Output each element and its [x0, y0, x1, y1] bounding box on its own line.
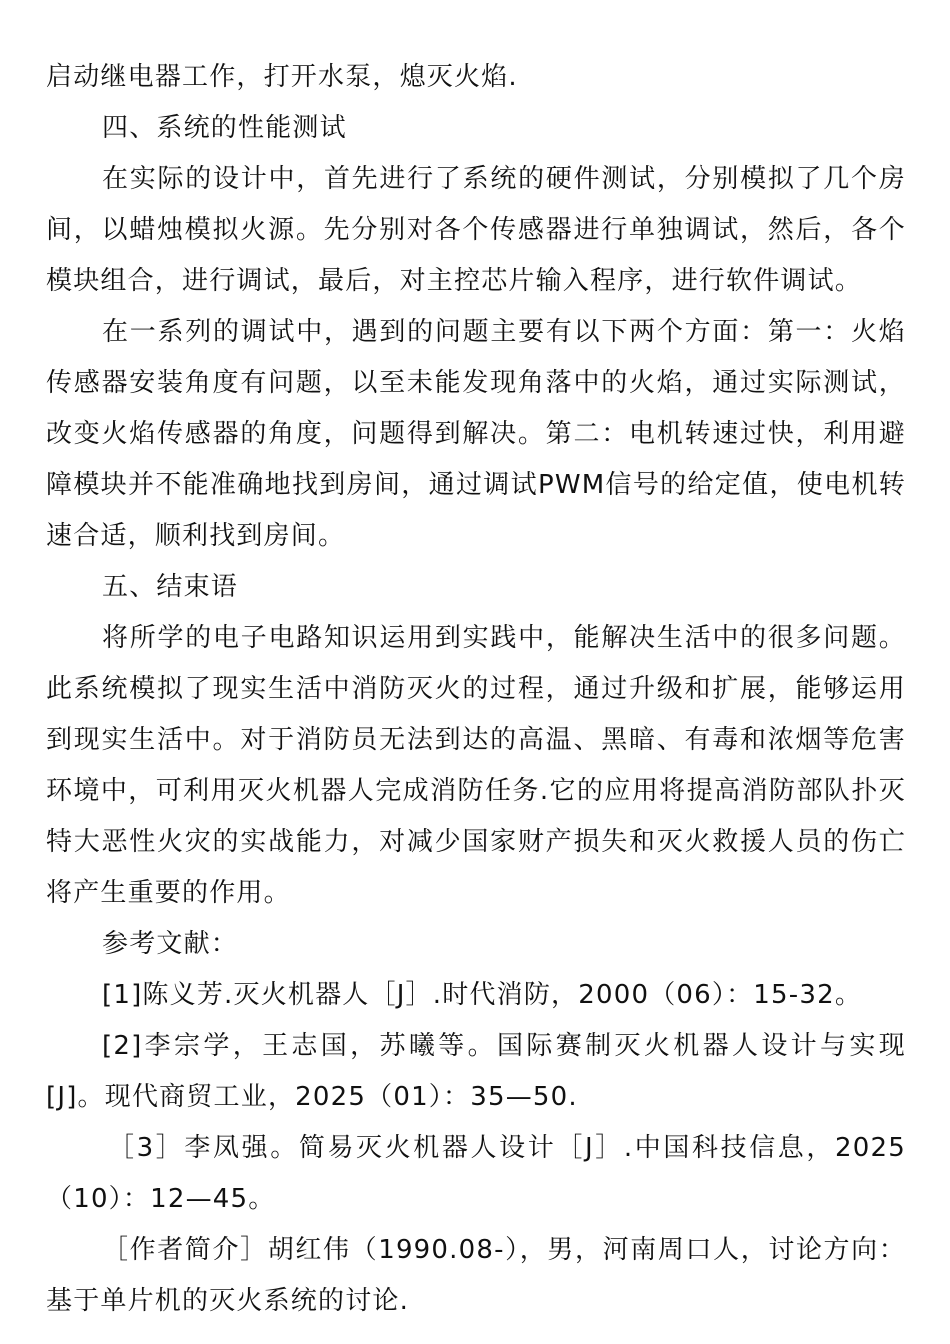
reference-item-1: [1]陈义芳.灭火机器人［J］.时代消防，2000（06）：15-32。 [102, 980, 863, 1010]
paragraph-debug-issues: 在一系列的调试中，遇到的问题主要有以下两个方面：第一：火焰传感器安装角度有问题，以至未能发现角落中的火焰，通过实际测试，改变火焰传感器的角度，问题得到解决。第二：电机转速过快，利用避障模块并不能准确地找到房间，通过调试PWM信号的给定值，使电机转速合适，顺利找到房间。 [46, 317, 906, 551]
section-heading-4: 四、系统的性能测试 [102, 113, 347, 143]
paragraph-conclusion: 将所学的电子电路知识运用到实践中，能解决生活中的很多问题。此系统模拟了现实生活中消防灭火的过程，通过升级和扩展，能够运用到现实生活中。对于消防员无法到达的高温、黑暗、有毒和浓烟等危害环境中，可利用灭火机器人完成消防任务.它的应用将提高消防部队扑灭特大恶性火灾的实战能力，对减少国家财产损失和灭火救援人员的伤亡将产生重要的作用。 [46, 623, 906, 908]
paragraph-continuation: 启动继电器工作，打开水泵，熄灭火焰. [46, 62, 518, 92]
references-heading: 参考文献： [102, 929, 239, 959]
reference-item-3: ［3］李凤强。简易灭火机器人设计［J］.中国科技信息，2025（10）：12—45。 [46, 1133, 906, 1214]
paragraph-hardware-test: 在实际的设计中，首先进行了系统的硬件测试，分别模拟了几个房间，以蜡烛模拟火源。先分别对各个传感器进行单独调试，然后，各个模块组合，进行调试，最后，对主控芯片输入程序，进行软件调试。 [46, 164, 906, 296]
author-bio: ［作者简介］胡红伟（1990.08-），男，河南周口人，讨论方向：基于单片机的灭火系统的讨论. [46, 1235, 906, 1316]
section-heading-5: 五、结束语 [102, 572, 239, 602]
reference-item-2: [2]李宗学，王志国，苏曦等。国际赛制灭火机器人设计与实现[J]。现代商贸工业，2025（01）：35—50. [46, 1031, 906, 1112]
